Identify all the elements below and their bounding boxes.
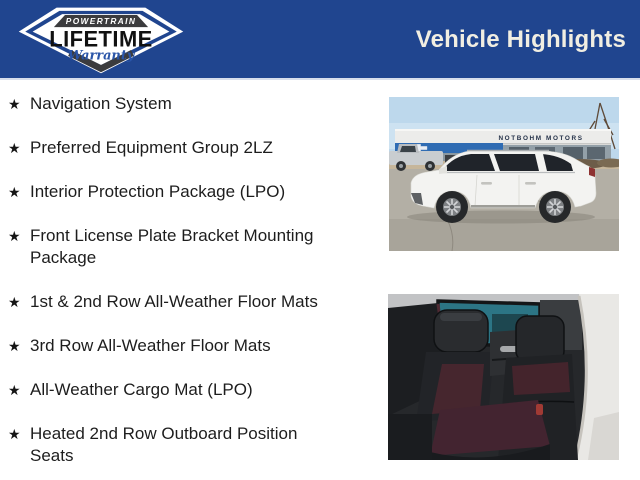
feature-item	[8, 291, 346, 313]
feature-text: Preferred Equipment Group 2LZ	[30, 138, 273, 157]
dealership-sign-label: NOTBOHM MOTORS	[498, 135, 584, 142]
star-bullet-icon: ★	[8, 140, 21, 156]
interior-photo	[388, 294, 619, 460]
feature-text: 1st & 2nd Row All-Weather Floor Mats	[30, 292, 318, 311]
badge-middle-label: LIFETIME	[49, 26, 153, 52]
feature-item	[8, 225, 346, 269]
feature-text: Navigation System	[30, 94, 172, 113]
star-bullet-icon: ★	[8, 184, 21, 200]
feature-item	[8, 181, 346, 203]
badge-top-label: POWERTRAIN	[65, 15, 137, 26]
star-bullet-icon: ★	[8, 228, 21, 244]
page-title: Vehicle Highlights	[415, 26, 626, 53]
feature-item	[8, 379, 346, 401]
star-bullet-icon: ★	[8, 382, 21, 398]
exterior-photo	[389, 97, 619, 251]
star-bullet-icon: ★	[8, 294, 21, 310]
feature-text: Front License Plate Bracket Mounting Package	[30, 226, 314, 267]
feature-text: Interior Protection Package (LPO)	[30, 182, 286, 201]
feature-item	[8, 423, 346, 467]
feature-item	[8, 137, 346, 159]
powertrain-lifetime-warranty-badge-icon	[16, 3, 186, 77]
feature-text: All-Weather Cargo Mat (LPO)	[30, 380, 253, 399]
star-bullet-icon: ★	[8, 96, 21, 112]
badge-bottom-label: Warranty	[67, 48, 135, 64]
header-bar	[0, 0, 640, 80]
feature-text: 3rd Row All-Weather Floor Mats	[30, 336, 271, 355]
feature-text: Heated 2nd Row Outboard Position Seats	[30, 424, 298, 465]
feature-item	[8, 335, 346, 357]
star-bullet-icon: ★	[8, 338, 21, 354]
star-bullet-icon: ★	[8, 426, 21, 442]
feature-item	[8, 93, 346, 115]
features-list	[8, 93, 346, 480]
